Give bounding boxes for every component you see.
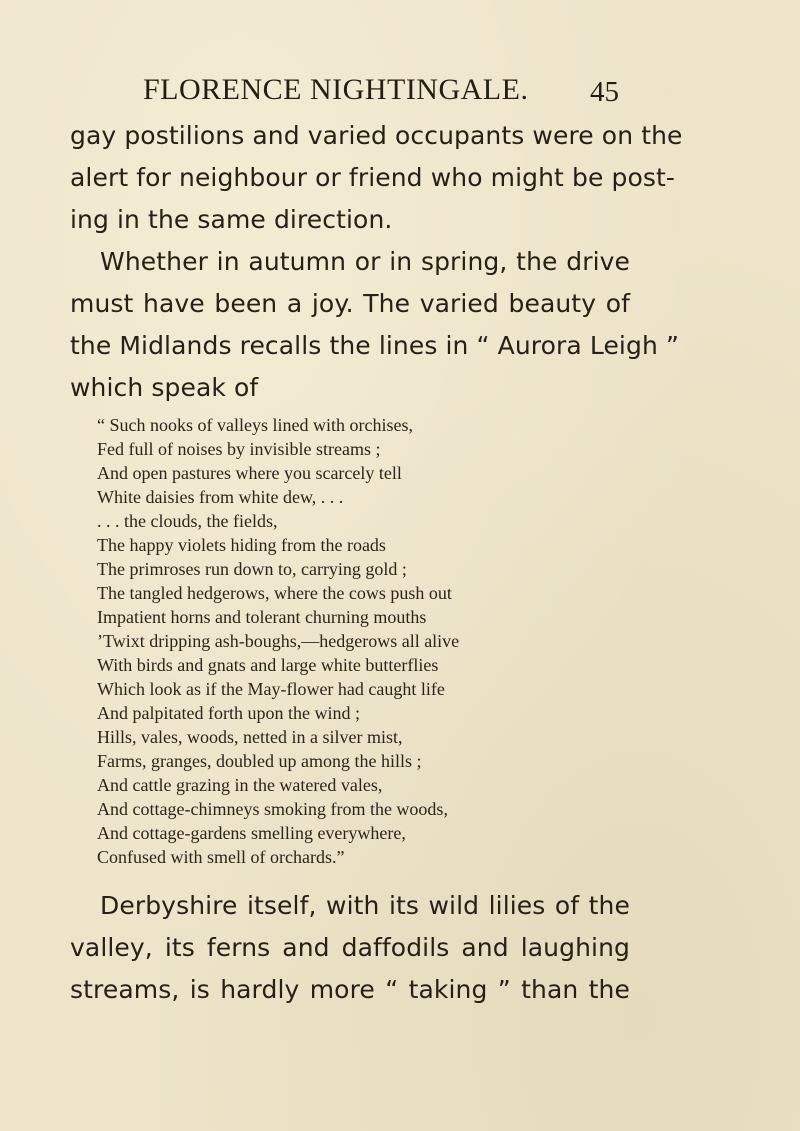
verse-line: Hills, vales, woods, netted in a silver mist, xyxy=(97,727,403,747)
paragraph-line: alert for neighbour or friend who might be post- xyxy=(70,163,676,192)
verse-line: ’Twixt dripping ash-boughs,—hedgerows all alive xyxy=(97,631,460,651)
verse-line: And palpitated forth upon the wind ; xyxy=(97,703,360,723)
verse-line: Confused with smell of orchards.” xyxy=(97,847,345,867)
paragraph-line: Whether in autumn or in spring, the drive xyxy=(100,247,630,276)
verse-line: And cattle grazing in the watered vales, xyxy=(97,775,383,795)
verse-line: The tangled hedgerows, where the cows push out xyxy=(97,583,452,603)
verse-line: White daisies from white dew, . . . xyxy=(97,487,344,507)
paragraph-line: the Midlands recalls the lines in “ Aurora Leigh ” xyxy=(70,331,679,360)
verse-line: . . . the clouds, the fields, xyxy=(97,511,278,531)
verse-line: Which look as if the May-flower had caught life xyxy=(97,679,445,699)
page-number: 45 xyxy=(590,76,619,108)
verse-line: And open pastures where you scarcely tell xyxy=(97,463,402,483)
paragraph-line: must have been a joy. The varied beauty of xyxy=(70,289,630,318)
verse-line: Fed full of noises by invisible streams ; xyxy=(97,439,381,459)
verse-line: The primroses run down to, carrying gold ; xyxy=(97,559,407,579)
verse-line: And cottage-gardens smelling everywhere, xyxy=(97,823,406,843)
paragraph-line: gay postilions and varied occupants were on the xyxy=(70,121,683,150)
verse-line: “ Such nooks of valleys lined with orchises, xyxy=(97,415,413,435)
paragraph-line: valley, its ferns and daffodils and laughing xyxy=(70,933,630,962)
paragraph-line: which speak of xyxy=(70,373,259,402)
verse-line: The happy violets hiding from the roads xyxy=(97,535,386,555)
running-title: FLORENCE NIGHTINGALE. xyxy=(143,73,529,106)
verse-line: And cottage-chimneys smoking from the woods, xyxy=(97,799,448,819)
verse-line: With birds and gnats and large white butterflies xyxy=(97,655,439,675)
verse-line: Farms, granges, doubled up among the hills ; xyxy=(97,751,422,771)
paragraph-line: Derbyshire itself, with its wild lilies of the xyxy=(100,891,630,920)
verse-line: Impatient horns and tolerant churning mouths xyxy=(97,607,427,627)
paragraph-line: ing in the same direction. xyxy=(70,205,393,234)
paragraph-line: streams, is hardly more “ taking ” than the xyxy=(70,975,630,1004)
